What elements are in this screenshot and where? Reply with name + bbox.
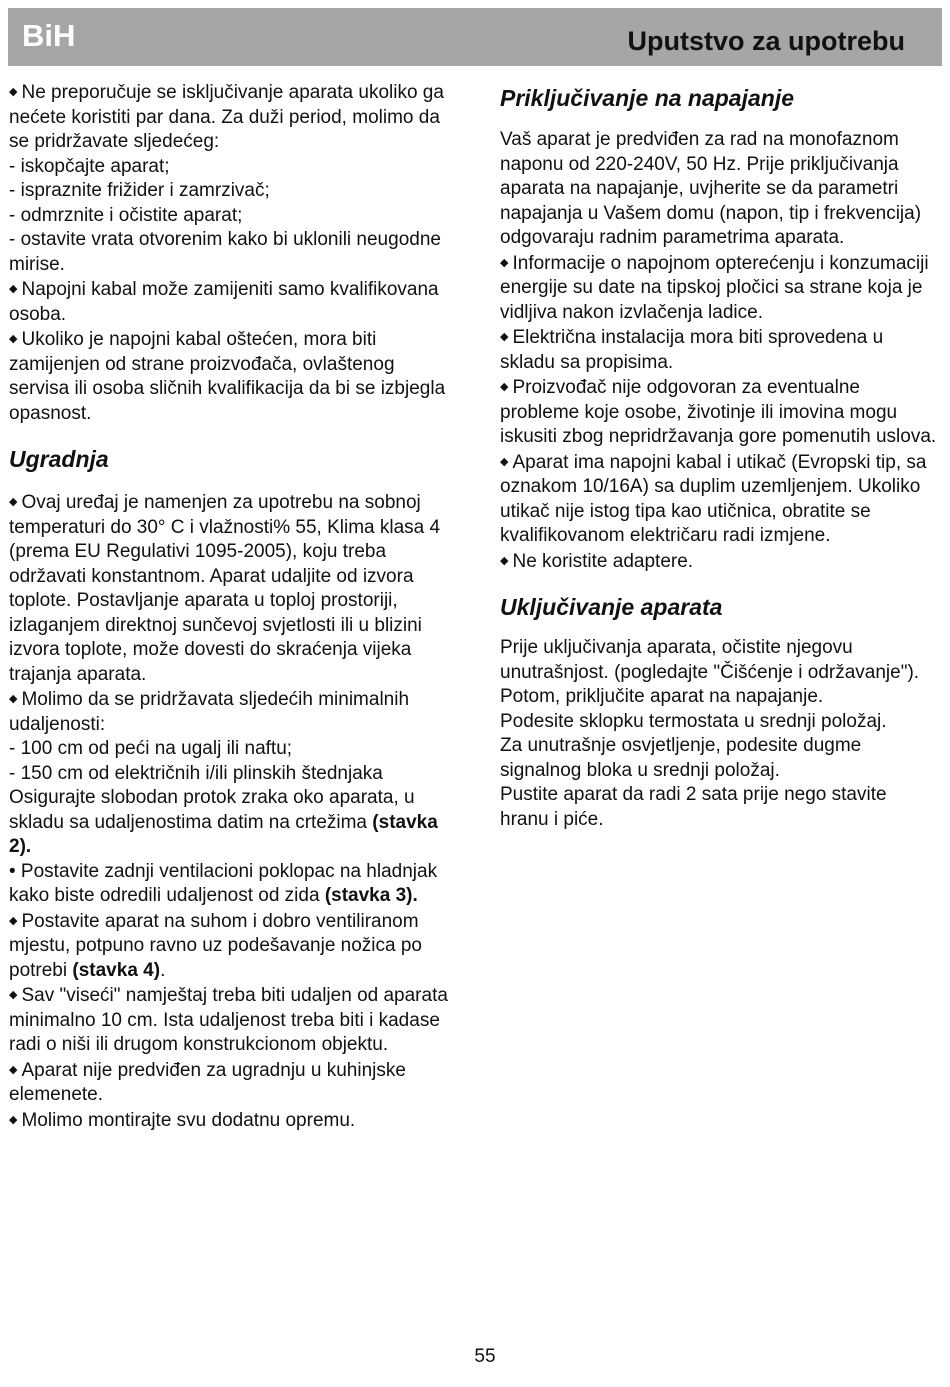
diamond-bullet-icon: ◆	[9, 693, 18, 705]
diamond-bullet-icon: ◆	[500, 331, 509, 343]
paragraph: ◆ Električna instalacija mora biti sprovedena u skladu sa propisima.	[500, 327, 884, 373]
paragraph: ◆ Molimo montirajte svu dodatnu opremu.	[9, 1109, 356, 1131]
diamond-bullet-icon: ◆	[9, 283, 18, 295]
figure-reference: (stavka 2).	[9, 811, 438, 857]
list-item: - iskopčajte aparat;	[9, 155, 170, 177]
right-column	[500, 84, 940, 832]
paragraph: • Postavite zadnji ventilacioni poklopac na hladnjak kako biste odredili udaljenost od zida (stavka 3).	[9, 860, 438, 906]
list-item: - 100 cm od peći na ugalj ili naftu;	[9, 738, 293, 759]
section-heading-ugradnja: Ugradnja	[9, 446, 109, 472]
paragraph: ◆ Informacije o napojnom opterećenju i konzumaciji energije su date na tipskoj pločici sa strane koja je vidljiva nakon izvlačenja ladice.	[500, 252, 929, 323]
list-item: - odmrznite i očistite aparat;	[9, 204, 243, 226]
diamond-bullet-icon: ◆	[9, 86, 18, 98]
paragraph: ◆ Postavite aparat na suhom i dobro ventiliranom mjestu, potpuno ravno uz podešavanje nožica po potrebi (stavka 4).	[9, 910, 422, 981]
paragraph: Za unutrašnje osvjetljenje, podesite dugme signalnog bloka u srednji položaj.	[500, 735, 862, 781]
list-item: - 150 cm od električnih i/ili plinskih štednjaka	[9, 762, 383, 784]
diamond-bullet-icon: ◆	[500, 381, 509, 393]
paragraph: Vaš aparat je predviđen za rad na monofaznom naponu od 220-240V, 50 Hz. Prije priključivanja aparata na napajanje, uvjherite se da parametri napajanja u Vašem domu (napon, tip i frekvencija) odgovaraju radnim parametrima aparata.	[500, 129, 922, 248]
figure-reference: (stavka 3).	[324, 885, 418, 906]
paragraph: ◆ Ne koristite adaptere.	[500, 550, 694, 572]
paragraph: ◆ Sav "viseći" namještaj treba biti udaljen od aparata minimalno 10 cm. Ista udaljenost treba biti i kadase radi o niši ili drugom konstrukcionom objektu.	[9, 985, 448, 1055]
diamond-bullet-icon: ◆	[500, 554, 509, 567]
paragraph: Podesite sklopku termostata u srednji položaj.	[500, 710, 887, 732]
paragraph: Prije uključivanja aparata, očistite njegovu unutrašnjost. (pogledajte "Čišćenje i održavanje").	[500, 637, 920, 683]
paragraph: ◆ Ovaj uređaj je namenjen za upotrebu na sobnoj temperaturi do 30° C i vlažnosti% 55, Klima klasa 4 (prema EU Regulativi 1095-2005), koju treba održavati konstantnom. Aparat udaljite od izvora toplote. Postavljanje aparata u toploj prostoriji, izlaganjem direktnoj sunčevoj svjetlosti ili u blizini izvora toplote, može dovesti do skraćenja vijeka trajanja aparata.	[9, 492, 441, 685]
diamond-bullet-icon: ◆	[9, 333, 18, 345]
paragraph: Osigurajte slobodan protok zraka oko aparata, u skladu sa udaljenostima datim na crtežima (stavka 2).	[9, 787, 438, 857]
diamond-bullet-icon: ◆	[500, 256, 509, 269]
diamond-bullet-icon: ◆	[9, 914, 18, 927]
language-label: BiH	[22, 18, 76, 53]
paragraph: Potom, priključite aparat na napajanje.	[500, 686, 824, 707]
document-title: Uputstvo za upotrebu	[627, 26, 905, 56]
diamond-bullet-icon: ◆	[9, 496, 18, 508]
diamond-bullet-icon: ◆	[500, 455, 509, 468]
paragraph: ◆ Ukoliko je napojni kabal oštećen, mora biti zamijenjen od strane proizvođača, ovlaštenog servisa ili osoba sličnih kvalifikacija da bi se izbjegla opasnost.	[9, 329, 446, 424]
page-number: 55	[474, 1346, 496, 1367]
left-column	[9, 80, 459, 1133]
paragraph: ◆ Aparat ima napojni kabal i utikač (Evropski tip, sa oznakom 10/16A) sa duplim uzemljenjem. Ukoliko utikač nije istog tipa kao utičnica, obratite se kvalifikovanom električaru radi izmjene.	[500, 451, 927, 546]
paragraph: Pustite aparat da radi 2 sata prije nego stavite hranu i piće.	[500, 784, 887, 830]
paragraph: ◆ Molimo da se pridržavata sljedećih minimalnih udaljenosti:	[9, 689, 410, 735]
figure-reference: (stavka 4)	[72, 959, 161, 981]
diamond-bullet-icon: ◆	[9, 1063, 18, 1076]
section-heading-ukljucivanje: Uključivanje aparata	[500, 594, 723, 620]
diamond-bullet-icon: ◆	[9, 1113, 18, 1126]
paragraph: ◆ Ne preporučuje se isključivanje aparata ukoliko ga nećete koristiti par dana. Za duži period, molimo da se pridržavate sljedećeg:	[9, 82, 444, 152]
paragraph: ◆ Proizvođač nije odgovoran za eventualne probleme koje osobe, životinje ili imovina mogu iskusiti zbog nepridržavanja gore pomenutih uslova.	[500, 377, 937, 447]
paragraph: ◆ Napojni kabal može zamijeniti samo kvalifikovana osoba.	[9, 279, 439, 325]
header-bar	[8, 8, 942, 66]
diamond-bullet-icon: ◆	[9, 989, 18, 1001]
list-item: - ostavite vrata otvorenim kako bi uklonili neugodne mirise.	[9, 229, 441, 275]
section-heading-napajanje: Priključivanje na napajanje	[500, 85, 795, 111]
list-item: - ispraznite frižider i zamrzivač;	[9, 180, 270, 201]
paragraph: ◆ Aparat nije predviđen za ugradnju u kuhinjske elemenete.	[9, 1059, 406, 1105]
